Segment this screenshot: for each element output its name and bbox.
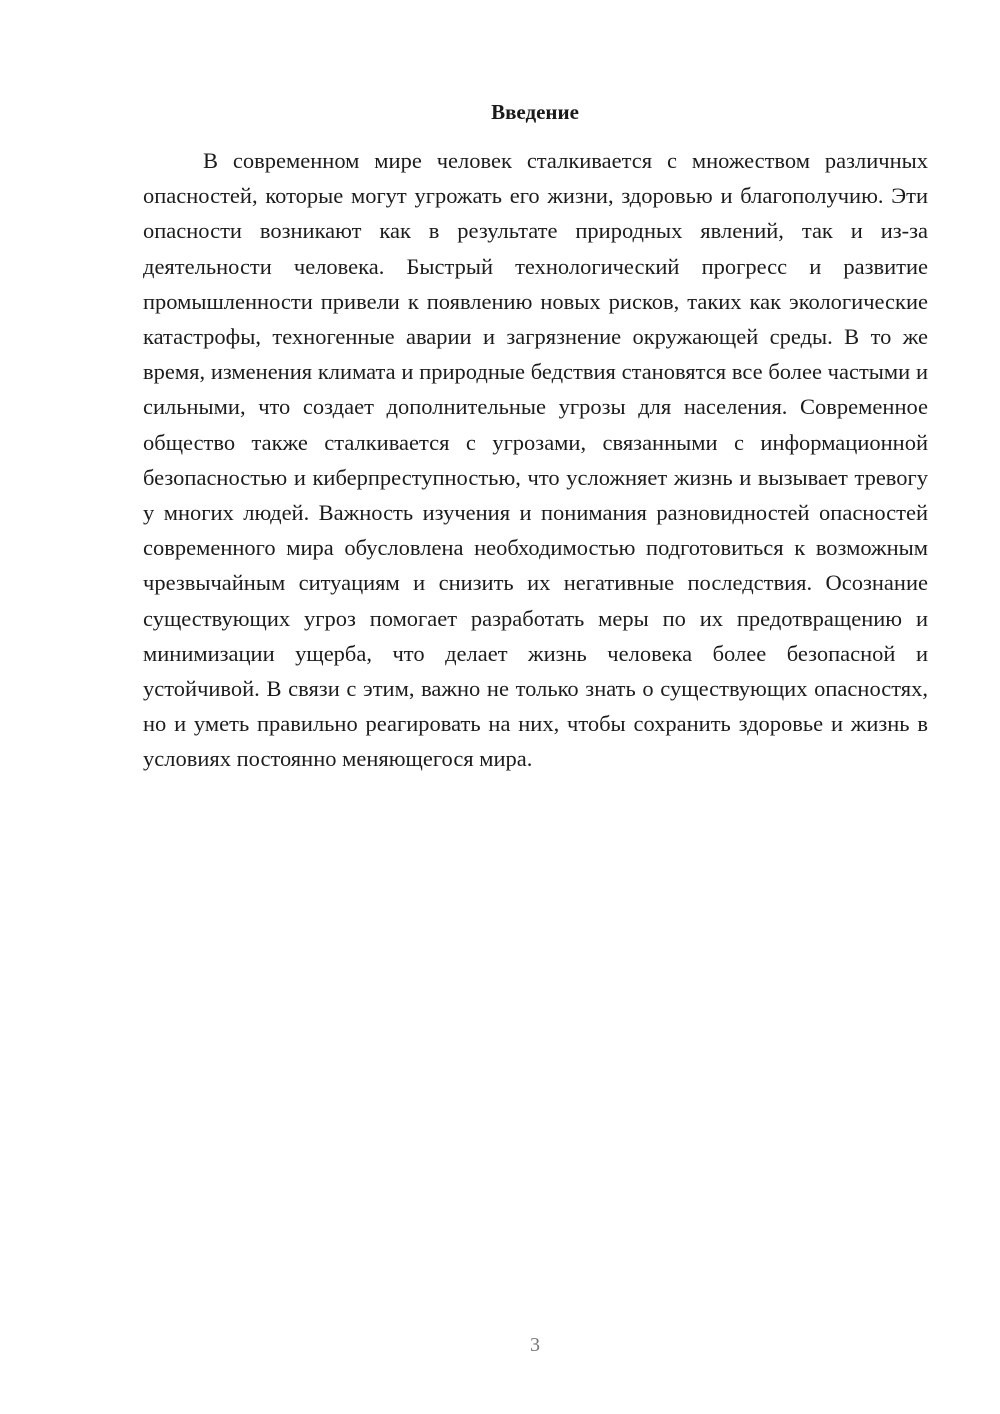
intro-paragraph: В современном мире человек сталкивается с множеством различных опасностей, которые могут угрожать его жизни, здоровью и благополучию. Эти опасности возникают как в результате природных явлений, так и из-за деятельности человека. Быстрый технологический прогресс и развитие промышленности привели к появлению новых рисков, таких как экологические катастрофы, техногенные аварии и загрязнение окружающей среды. В то же время, изменения климата и природные бедствия становятся все более частыми и сильными, что создает дополнительные угрозы для населения. Современное общество также сталкивается с угрозами, связанными с информационной безопасностью и киберпреступностью, что усложняет жизнь и вызывает тревогу у многих людей. Важность изучения и понимания разновидностей опасностей современного мира обусловлена необходимостью подготовиться к возможным чрезвычайным ситуациям и снизить их негативные последствия. Осознание существующих угроз помогает разработать меры по их предотвращению и минимизации ущерба, что делает жизнь человека более безопасной и устойчивой. В связи с этим, важно не только знать о существующих опасностях, но и уметь правильно реагировать на них, чтобы сохранить здоровье и жизнь в условиях постоянно меняющегося мира.	[143, 148, 928, 772]
section-heading: Введение	[491, 100, 579, 124]
page-number: 3	[530, 1334, 540, 1356]
